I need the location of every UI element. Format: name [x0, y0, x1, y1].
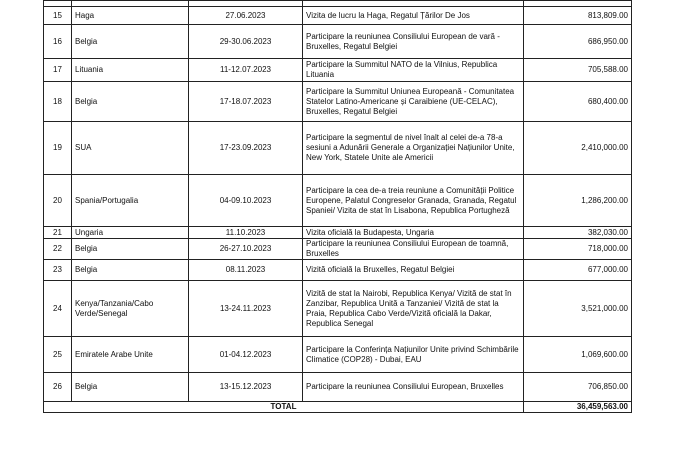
- row-number: 19: [44, 122, 72, 175]
- table-row: [44, 122, 632, 175]
- row-description: Participare la reuniunea Consiliului European, Bruxelles: [303, 373, 524, 402]
- row-number: 26: [44, 373, 72, 402]
- row-amount: 705,588.00: [524, 59, 632, 82]
- row-number: 22: [44, 239, 72, 260]
- row-description: Participare la reuniunea Consiliului European de vară - Bruxelles, Regatul Belgiei: [303, 25, 524, 59]
- table-row: [44, 175, 632, 227]
- row-amount: 706,850.00: [524, 373, 632, 402]
- row-description: Participare la reuniunea Consiliului European de toamnă, Bruxelles: [303, 239, 524, 260]
- row-amount: 686,950.00: [524, 25, 632, 59]
- row-country: SUA: [72, 122, 189, 175]
- row-number: 23: [44, 260, 72, 281]
- row-number: 25: [44, 337, 72, 373]
- row-date: 29-30.06.2023: [189, 25, 303, 59]
- row-number: 20: [44, 175, 72, 227]
- table-row: [44, 373, 632, 402]
- row-number: 16: [44, 25, 72, 59]
- row-amount: 718,000.00: [524, 239, 632, 260]
- row-amount: 382,030.00: [524, 227, 632, 239]
- row-date: 04-09.10.2023: [189, 175, 303, 227]
- row-country: Kenya/Tanzania/Cabo Verde/Senegal: [72, 281, 189, 337]
- total-row: [44, 402, 632, 413]
- row-country: Belgia: [72, 239, 189, 260]
- row-date: 17-23.09.2023: [189, 122, 303, 175]
- row-amount: 677,000.00: [524, 260, 632, 281]
- row-description: Vizita oficială la Budapesta, Ungaria: [303, 227, 524, 239]
- row-country: Belgia: [72, 25, 189, 59]
- row-country: Haga: [72, 7, 189, 25]
- row-country: Belgia: [72, 373, 189, 402]
- row-description: Vizită oficială la Bruxelles, Regatul Belgiei: [303, 260, 524, 281]
- row-date: 11-12.07.2023: [189, 59, 303, 82]
- row-date: 08.11.2023: [189, 260, 303, 281]
- row-amount: 813,809.00: [524, 7, 632, 25]
- row-amount: 680,400.00: [524, 82, 632, 122]
- expenses-table: [43, 0, 632, 413]
- row-country: Belgia: [72, 82, 189, 122]
- row-amount: 1,286,200.00: [524, 175, 632, 227]
- table-row: [44, 260, 632, 281]
- row-date: 27.06.2023: [189, 7, 303, 25]
- table-row: [44, 227, 632, 239]
- table-row: [44, 281, 632, 337]
- row-date: 11.10.2023: [189, 227, 303, 239]
- row-date: 17-18.07.2023: [189, 82, 303, 122]
- row-number: 18: [44, 82, 72, 122]
- row-description: Participare la Summitul Uniunea Europeană - Comunitatea Statelor Latino-Americane și Caraibiene (UE-CELAC), Bruxelles, Regatul Belgiei: [303, 82, 524, 122]
- row-amount: 3,521,000.00: [524, 281, 632, 337]
- row-number: 24: [44, 281, 72, 337]
- row-country: Lituania: [72, 59, 189, 82]
- total-label: TOTAL: [44, 402, 524, 413]
- row-description: Participare la segmentul de nivel înalt al celei de-a 78-a sesiuni a Adunării Generale a Organizației Națiunilor Unite, New York, Statele Unite ale Americii: [303, 122, 524, 175]
- table-row: [44, 7, 632, 25]
- row-description: Participare la cea de-a treia reuniune a Comunității Politice Europene, Palatul Congreselor Granada, Granada, Regatul Spaniei/ Vizita de stat în Lisabona, Republica Portugheză: [303, 175, 524, 227]
- row-country: Ungaria: [72, 227, 189, 239]
- row-country: Emiratele Arabe Unite: [72, 337, 189, 373]
- table-row: [44, 59, 632, 82]
- row-description: Vizita de lucru la Haga, Regatul Țărilor De Jos: [303, 7, 524, 25]
- row-number: 17: [44, 59, 72, 82]
- row-date: 13-24.11.2023: [189, 281, 303, 337]
- row-number: 21: [44, 227, 72, 239]
- table-row: [44, 239, 632, 260]
- row-date: 01-04.12.2023: [189, 337, 303, 373]
- row-amount: 1,069,600.00: [524, 337, 632, 373]
- row-description: Vizită de stat la Nairobi, Republica Kenya/ Vizită de stat în Zanzibar, Republica Unită a Tanzaniei/ Vizită de stat la Praia, Republica Cabo Verde/Vizită oficială la Dakar, Republica Senegal: [303, 281, 524, 337]
- row-date: 26-27.10.2023: [189, 239, 303, 260]
- table-row: [44, 337, 632, 373]
- row-description: Participare la Summitul NATO de la Vilnius, Republica Lituania: [303, 59, 524, 82]
- row-number: 15: [44, 7, 72, 25]
- row-country: Spania/Portugalia: [72, 175, 189, 227]
- table-row: [44, 25, 632, 59]
- row-date: 13-15.12.2023: [189, 373, 303, 402]
- row-amount: 2,410,000.00: [524, 122, 632, 175]
- table-row: [44, 82, 632, 122]
- row-country: Belgia: [72, 260, 189, 281]
- row-description: Participare la Conferința Națiunilor Unite privind Schimbările Climatice (COP28) - Dubai, EAU: [303, 337, 524, 373]
- total-amount: 36,459,563.00: [524, 402, 632, 413]
